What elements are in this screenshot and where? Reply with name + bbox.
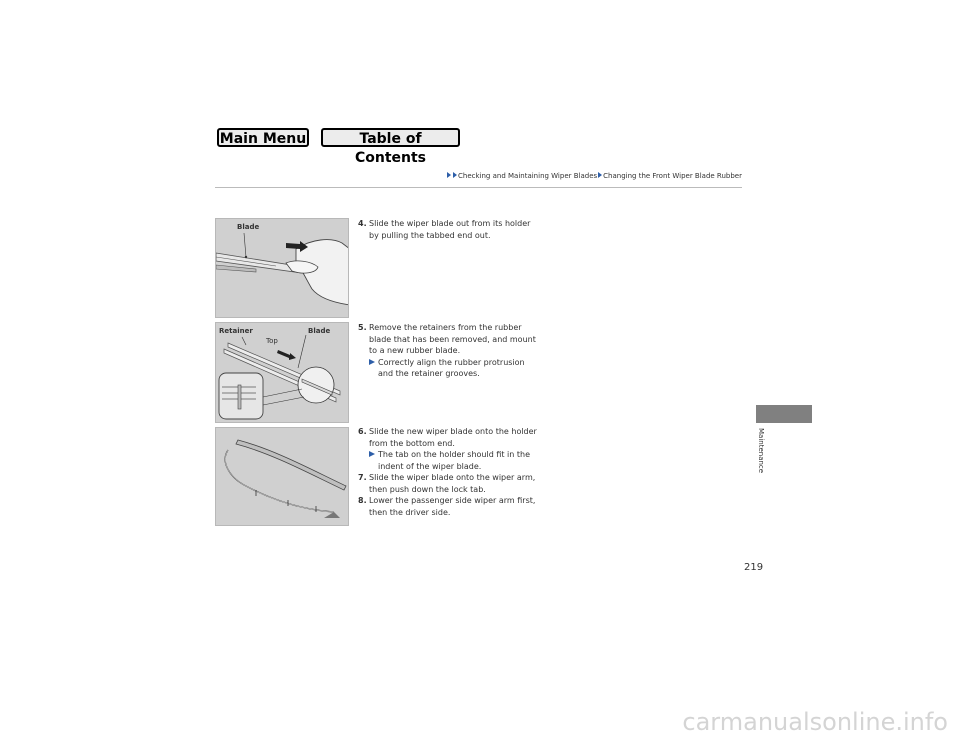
main-menu-button[interactable]: Main Menu <box>217 128 309 147</box>
figure-label-blade: Blade <box>237 223 260 231</box>
figure-install-blade <box>215 427 349 526</box>
step-number: 8. <box>358 496 367 505</box>
figure-label-retainer: Retainer <box>219 327 253 335</box>
section-tab[interactable] <box>756 405 812 423</box>
section-tab-label: Maintenance <box>757 428 765 474</box>
note-text: The tab on the holder should fit in the indent of the wiper blade. <box>378 450 531 471</box>
step-number: 6. <box>358 427 367 436</box>
page-number: 219 <box>744 562 764 573</box>
note-arrow-icon <box>369 451 375 457</box>
figure-remove-blade <box>215 218 349 318</box>
breadcrumb-arrow-icon <box>453 172 457 178</box>
figure-label-blade: Blade <box>308 327 331 335</box>
breadcrumb-arrow-icon <box>598 172 602 178</box>
breadcrumb-section[interactable]: Checking and Maintaining Wiper Blades <box>458 172 598 180</box>
step-item <box>358 472 538 495</box>
breadcrumb <box>446 172 742 180</box>
note-arrow-icon <box>369 359 375 365</box>
retainer-illustration <box>216 323 349 423</box>
step-number: 7. <box>358 473 367 482</box>
step-item <box>358 218 538 241</box>
step-text: Lower the passenger side wiper arm first, then the driver side. <box>369 496 536 517</box>
figure-retainers <box>215 322 349 423</box>
step-text: Slide the wiper blade onto the wiper arm, then push down the lock tab. <box>369 473 536 494</box>
step-text: Remove the retainers from the rubber blade that has been removed, and mount to a new rubber blade. <box>369 323 536 355</box>
step-number: 5. <box>358 323 367 332</box>
step-item <box>358 495 538 518</box>
step-item <box>358 322 538 357</box>
figure-label-top: Top <box>266 337 278 345</box>
step-5-block <box>358 322 538 380</box>
watermark: carmanualsonline.info <box>682 708 948 736</box>
step-6-8-block <box>358 426 538 518</box>
step-note <box>358 449 538 472</box>
step-number: 4. <box>358 219 367 228</box>
breadcrumb-page: Changing the Front Wiper Blade Rubber <box>603 172 742 180</box>
step-text: Slide the wiper blade out from its holder by pulling the tabbed end out. <box>369 219 531 240</box>
step-text: Slide the new wiper blade onto the holder from the bottom end. <box>369 427 537 448</box>
blade-install-illustration <box>216 428 349 526</box>
breadcrumb-arrow-icon <box>447 172 451 178</box>
step-note <box>358 357 538 380</box>
table-of-contents-button[interactable]: Table of Contents <box>321 128 460 147</box>
note-text: Correctly align the rubber protrusion and the retainer grooves. <box>378 357 525 378</box>
header-divider <box>215 187 742 188</box>
blade-removal-illustration <box>216 219 349 318</box>
step-item <box>358 426 538 449</box>
step-4-block <box>358 218 538 241</box>
